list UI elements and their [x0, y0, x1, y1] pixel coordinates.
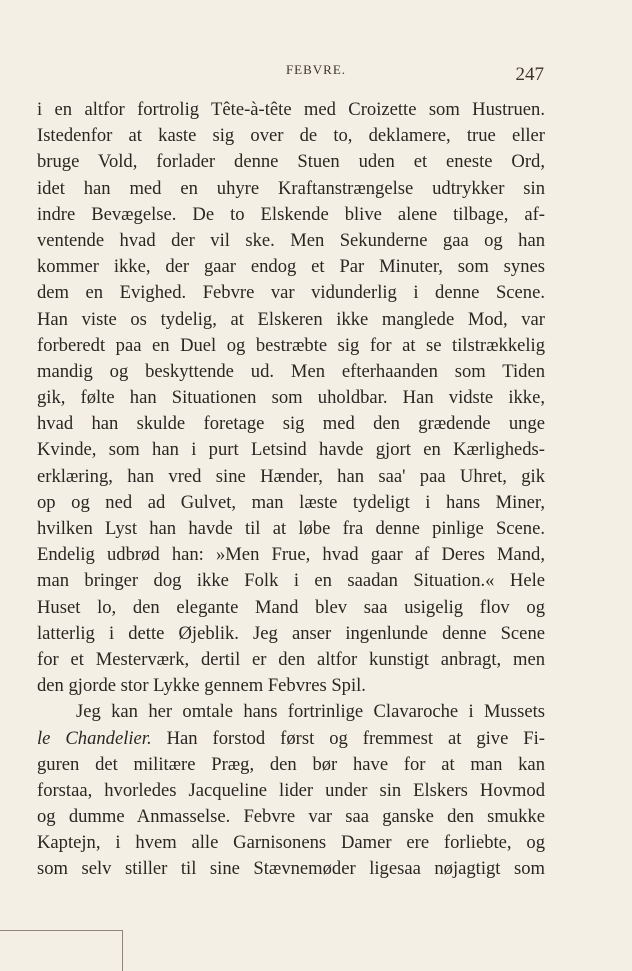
text-line: i en altfor fortrolig Tête-à-tête med Croizette som Hustruen.	[37, 99, 545, 120]
text-line: guren det militære Præg, den bør have for at man kan	[37, 753, 545, 775]
text-line: ventende hvad der vil ske. Men Sekunderne gaa og han	[37, 229, 545, 251]
text-line: hvilken Lyst han havde til at løbe fra denne pinlige Scene.	[37, 518, 545, 539]
text-line: Istedenfor at kaste sig over de to, deklamere, true eller	[37, 125, 545, 147]
text-line: dem en Evighed. Febvre var vidunderlig i denne Scene.	[37, 282, 545, 304]
text-line: op og ned ad Gulvet, man læste tydeligt i hans Miner,	[37, 491, 545, 513]
text-line: latterlig i dette Øjeblik. Jeg anser ingenlunde denne Scene	[37, 622, 545, 644]
text-line: kommer ikke, der gaar endog et Par Minuter, som synes	[37, 256, 545, 278]
paragraph-first-line: Jeg kan her omtale hans fortrinlige Clavaroche i Mussets	[76, 701, 545, 723]
running-title: FEBVRE.	[285, 62, 347, 77]
text-line: forberedt paa en Duel og bestræbte sig for at se tilstrækkelig	[37, 334, 545, 356]
text-line: Han viste os tydelig, at Elskeren ikke manglede Mod, var	[37, 308, 545, 330]
scan-corner-mark	[0, 930, 123, 971]
text-line: Huset lo, den elegante Mand blev saa usigelig flov og	[37, 596, 545, 618]
text-line: indre Bevægelse. De to Elskende blive alene tilbage, af-	[37, 203, 545, 225]
text-line: gik, følte han Situationen som uholdbar. Han vidste ikke,	[37, 387, 545, 409]
text-line: idet han med en uhyre Kraftanstrængelse udtrykker sin	[37, 177, 545, 199]
body-text	[37, 97, 545, 883]
text-line: for et Mesterværk, dertil er den altfor kunstigt anbragt, men	[37, 648, 545, 670]
text-line: og dumme Anmasselse. Febvre var saa ganske den smukke	[37, 806, 545, 828]
text-line: som selv stiller til sine Stævnemøder ligesaa nøjagtigt som	[37, 858, 545, 880]
text-line-rest: Han forstod først og fremmest at give Fi-	[151, 727, 545, 749]
text-line: Kaptejn, i hvem alle Garnisonens Damer ere forliebte, og	[37, 832, 545, 854]
text-line: hvad han skulde foretage sig med den grædende unge	[37, 413, 545, 435]
play-title: le Chandelier.	[37, 727, 152, 749]
page-number: 247	[515, 64, 544, 85]
text-line: Endelig udbrød han: »Men Frue, hvad gaar af Deres Mand,	[37, 544, 545, 566]
text-line: mandig og beskyttende ud. Men efterhaanden som Tiden	[37, 360, 545, 382]
text-line-with-title	[37, 726, 545, 752]
text-line: den gjorde stor Lykke gennem Febvres Spil.	[37, 675, 366, 697]
text-line: erklæring, han vred sine Hænder, han saa' paa Uhret, gik	[37, 465, 545, 487]
text-line: man bringer dog ikke Folk i en saadan Situation.« Hele	[37, 570, 545, 592]
text-line: bruge Vold, forlader denne Stuen uden et eneste Ord,	[37, 151, 545, 173]
text-line: forstaa, hvorledes Jacqueline lider under sin Elskers Hovmod	[37, 779, 545, 801]
text-line: Kvinde, som han i purt Letsind havde gjort en Kærligheds-	[37, 439, 545, 461]
